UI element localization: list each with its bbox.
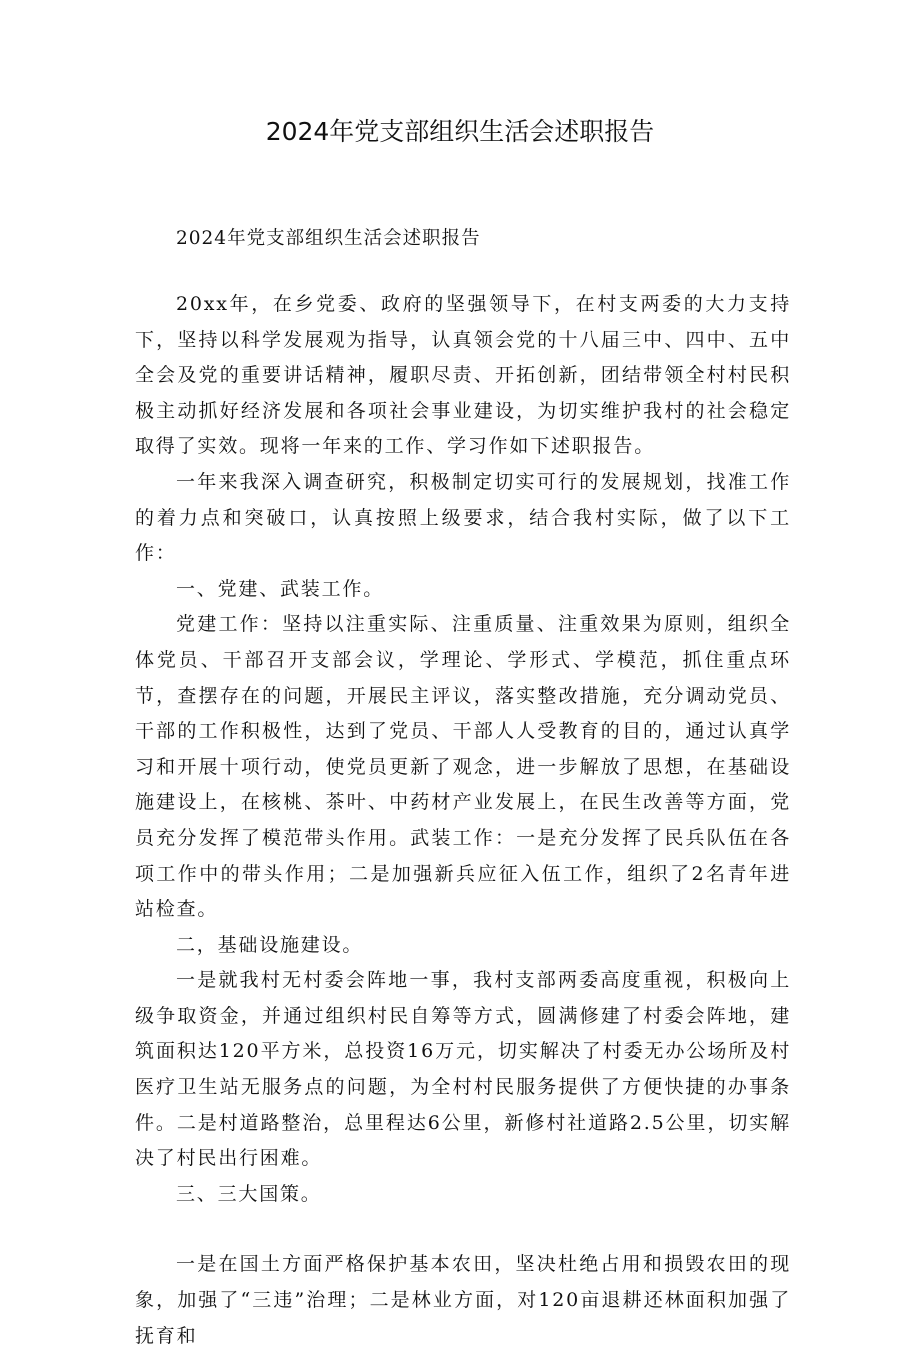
document-title: 2024年党支部组织生活会述职报告 bbox=[265, 117, 655, 146]
paragraph-intro: 20xx年，在乡党委、政府的坚强领导下，在村支两委的大力支持下，坚持以科学发展观为指导，认真领会党的十八届三中、四中、五中全会及党的重要讲话精神，履职尽责、开拓创新，团结带领全村村民积极主动抓好经济发展和各项社会事业建设，为切实维护我村的社会稳定取得了实效。现将一年来的工作、学习作如下述职报告。 bbox=[135, 293, 791, 458]
paragraph-national-policies: 一是在国土方面严格保护基本农田，坚决杜绝占用和损毁农田的现象，加强了“三违”治理；二是林业方面，对120亩退耕还林面积加强了抚育和 bbox=[135, 1253, 791, 1347]
document-body bbox=[135, 287, 791, 1354]
paragraph-infrastructure: 一是就我村无村委会阵地一事，我村支部两委高度重视，积极向上级争取资金，并通过组织村民自筹等方式，圆满修建了村委会阵地，建筑面积达120平方米，总投资16万元，切实解决了村委无办公场所及村医疗卫生站无服务点的问题，为全村村民服务提供了方便快捷的办事条件。二是村道路整治，总里程达6公里，新修村社道路2.5公里，切实解决了村民出行困难。 bbox=[135, 969, 791, 1170]
section-heading-infrastructure: 二，基础设施建设。 bbox=[176, 933, 364, 956]
document-subtitle: 2024年党支部组织生活会述职报告 bbox=[176, 228, 481, 249]
section-heading-national-policies: 三、三大国策。 bbox=[176, 1182, 322, 1205]
paragraph-party-building: 党建工作：坚持以注重实际、注重质量、注重效果为原则，组织全体党员、干部召开支部会议，学理论、学形式、学模范，抓住重点环节，查摆存在的问题，开展民主评议，落实整改措施，充分调动党员、干部的工作积极性，达到了党员、干部人人受教育的目的，通过认真学习和开展十项行动，使党员更新了观念，进一步解放了思想，在基础设施建设上，在核桃、茶叶、中药材产业发展上，在民生改善等方面，党员充分发挥了模范带头作用。武装工作：一是充分发挥了民兵队伍在各项工作中的带头作用；二是加强新兵应征入伍工作，组织了2名青年进站检查。 bbox=[135, 613, 791, 921]
section-heading-party-building: 一、党建、武装工作。 bbox=[176, 577, 385, 600]
paragraph-overview: 一年来我深入调查研究，积极制定切实可行的发展规划，找准工作的着力点和突破口，认真按照上级要求，结合我村实际，做了以下工作： bbox=[135, 470, 791, 565]
